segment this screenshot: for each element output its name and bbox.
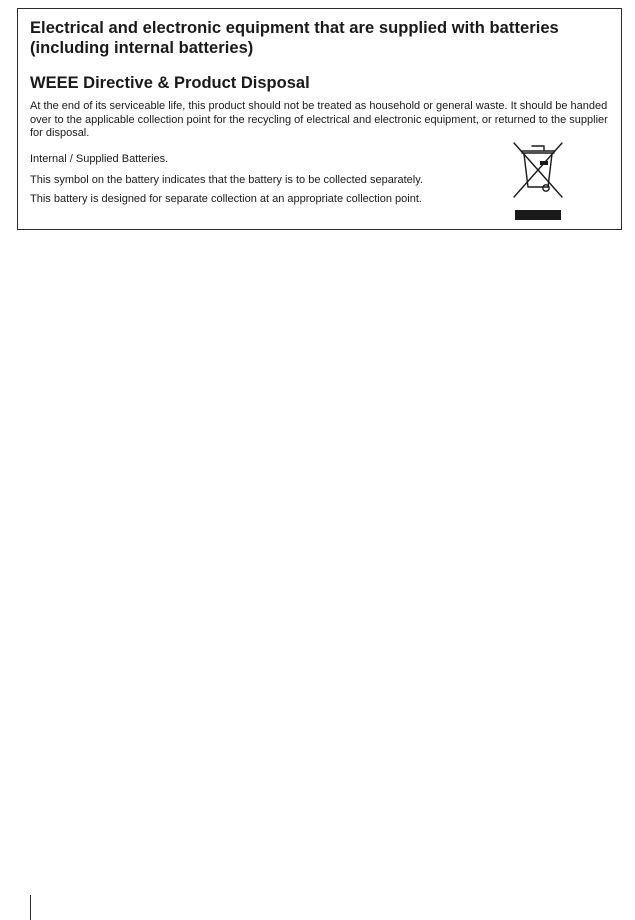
notice-subtitle: WEEE Directive & Product Disposal xyxy=(30,74,310,92)
symbol-explanation-line: This symbol on the battery indicates that the battery is to be collected separately. xyxy=(30,174,423,186)
notice-title: Electrical and electronic equipment that are supplied with batteries (including internal batteries) xyxy=(30,19,559,57)
collection-line: This battery is designed for separate collection at an appropriate collection point. xyxy=(30,193,422,205)
page-margin-rule xyxy=(30,895,31,920)
batteries-heading-line: Internal / Supplied Batteries. xyxy=(30,153,169,165)
disposal-paragraph: At the end of its serviceable life, this product should not be treated as household or general waste. It should be handed over to the applicable collection point for the recycling of electrical and electronic equipment, or returned to the supplier for disposal. xyxy=(30,100,608,139)
weee-notice-box xyxy=(17,8,622,230)
crossed-out-wheelie-bin-icon xyxy=(508,137,568,221)
